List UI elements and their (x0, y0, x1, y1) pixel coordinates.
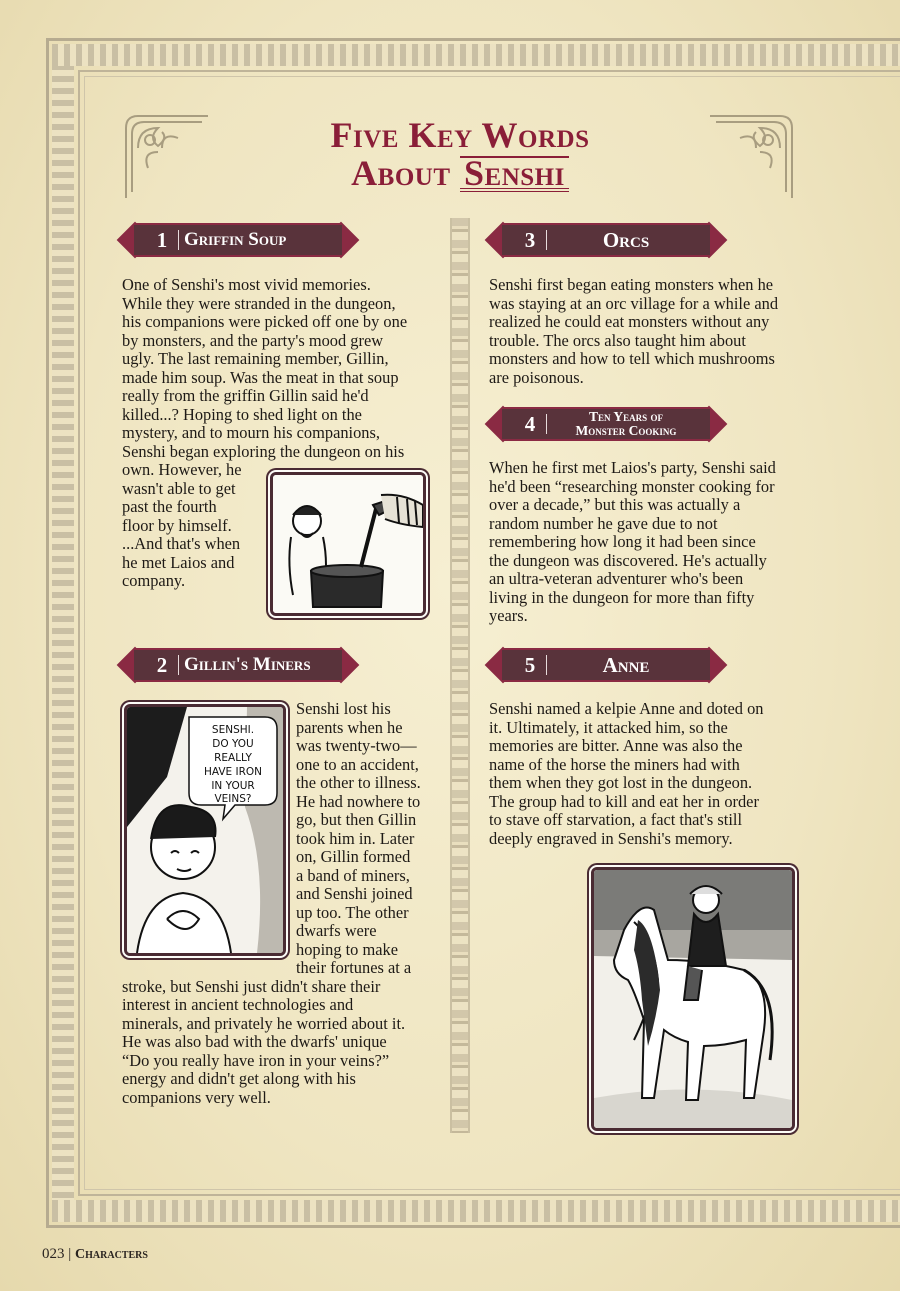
section-label: Anne (602, 653, 650, 677)
text-line: killed...? Hoping to shed light on the (122, 404, 362, 424)
text-line: trouble. The orcs also taught him about (489, 330, 746, 350)
section-4-header (488, 405, 724, 443)
column-divider (450, 218, 470, 1133)
bubble-line: IN YOUR (211, 780, 255, 792)
text-line: to stave off starvation, a fact that's still (489, 810, 742, 829)
text-line: the other to illness. (296, 773, 421, 792)
text-line: random number he gave due to not (489, 513, 718, 533)
section-2-text-side (296, 700, 446, 978)
text-line: was staying at an orc village for a while and (489, 293, 779, 313)
text-line: energy and didn't get along with his (122, 1069, 356, 1088)
section-number: 4 (524, 412, 536, 436)
section-1-header (120, 221, 356, 259)
text-line: Senshi began exploring the dungeon on his (122, 441, 405, 461)
section-number: 3 (524, 228, 536, 252)
text-line: an ultra-veteran adventurer who's been (489, 569, 744, 588)
manga-panel-gillins-miners (124, 704, 286, 956)
section-label: Griffin Soup (184, 229, 287, 250)
text-line: “Do you really have iron in your veins?” (122, 1050, 390, 1070)
text-line: wasn't able to get (122, 478, 236, 498)
manga-panel-anne (591, 867, 795, 1131)
text-line: remembering how long it had been since (489, 532, 756, 551)
text-line: he met Laios and (122, 552, 235, 572)
page-footer (42, 1246, 148, 1263)
text-line: parents when he (296, 717, 403, 737)
bubble-line: SENSHI. (211, 724, 255, 736)
text-line: took him in. Later (296, 828, 415, 848)
section-number: 1 (156, 228, 168, 252)
text-line: was twenty-two— (296, 736, 417, 755)
text-line: He had nowhere to (296, 791, 421, 811)
text-line: realized he could eat monsters without any (489, 312, 770, 331)
footer-separator: | (68, 1246, 76, 1262)
text-line: minerals, and privately he worried about it. (122, 1013, 406, 1033)
text-line: up too. The other (296, 902, 409, 922)
young-senshi-illustration (127, 707, 283, 953)
text-line: companions very well. (122, 1087, 271, 1107)
text-line: hoping to make (296, 939, 398, 959)
page-number: 023 (42, 1246, 65, 1262)
text-line: one to an accident, (296, 754, 419, 774)
text-line: monsters and how to tell which mushrooms (489, 349, 775, 368)
text-line: While they were stranded in the dungeon, (122, 293, 396, 313)
text-line: ...And that's when (122, 534, 241, 553)
section-label: Gillin's Miners (184, 654, 311, 675)
text-line: When he first met Laios's party, Senshi said (489, 458, 776, 477)
text-line: dwarfs were (296, 921, 377, 940)
footer-section: Characters (75, 1247, 148, 1262)
section-2-text-bottom (122, 978, 452, 1108)
text-line: Senshi lost his (296, 699, 391, 718)
text-line: it. Ultimately, it attacked him, so the (489, 717, 728, 737)
title-prefix: About (351, 153, 460, 193)
text-line: really from the griffin Gillin said he'd (122, 386, 369, 405)
section-3-text (489, 276, 819, 387)
text-line: the dungeon was discovered. He's actually (489, 550, 767, 570)
text-line: past the fourth (122, 497, 217, 516)
text-line: over a decade,” but this was actually a (489, 495, 741, 514)
section-number: 2 (156, 653, 168, 677)
bubble-line: VEINS? (214, 793, 252, 805)
text-line: He was also bad with the dwarfs' unique (122, 1032, 387, 1051)
section-label-line-1: Ten Years of (588, 409, 663, 424)
section-number: 5 (524, 653, 536, 677)
text-line: go, but then Gillin (296, 810, 417, 829)
text-line: years. (489, 606, 528, 625)
text-line: a band of miners, (296, 865, 410, 885)
section-label (552, 410, 700, 444)
text-line: floor by himself. (122, 515, 232, 535)
text-line: One of Senshi's most vivid memories. (122, 275, 371, 294)
title-name: Senshi (460, 156, 569, 192)
text-line: Senshi named a kelpie Anne and doted on (489, 699, 764, 718)
section-3-header (488, 221, 724, 259)
title-line-1: Five Key Words (330, 115, 590, 155)
bubble-line: REALLY (214, 752, 252, 764)
section-4-text (489, 459, 819, 626)
text-line: memories are bitter. Anne was also the (489, 736, 743, 755)
section-2-header (120, 646, 356, 684)
text-line: are poisonous. (489, 367, 584, 387)
text-line: company. (122, 571, 186, 590)
text-line: he'd been “researching monster cooking for (489, 476, 775, 496)
section-5-text (489, 700, 819, 848)
page-title (200, 116, 720, 192)
title-line-2 (200, 154, 720, 192)
manga-panel-griffin-soup (270, 472, 426, 616)
text-line: made him soup. Was the meat in that soup (122, 367, 399, 387)
section-label-line-2: Monster Cooking (575, 423, 677, 438)
kelpie-horse-illustration (594, 870, 792, 1128)
text-line: his companions were picked off one by one (122, 312, 408, 331)
text-line: mystery, and to mourn his companions, (122, 423, 380, 442)
text-line: them when they got lost in the dungeon. (489, 773, 753, 792)
text-line: on, Gillin formed (296, 847, 411, 866)
text-line: by monsters, and the party's mood grew (122, 330, 384, 350)
section-label: Orcs (602, 228, 650, 252)
text-line: Senshi first began eating monsters when he (489, 275, 774, 294)
soup-pot-illustration (273, 475, 423, 613)
bubble-line: HAVE IRON (203, 766, 263, 778)
text-line: deeply engraved in Senshi's memory. (489, 828, 733, 848)
text-line: interest in ancient technologies and (122, 995, 354, 1014)
section-5-header (488, 646, 724, 684)
text-line: their fortunes at a (296, 958, 412, 977)
text-line: name of the horse the miners had with (489, 754, 740, 774)
text-line: and Senshi joined (296, 884, 413, 903)
text-line: living in the dungeon for more than fifty (489, 587, 755, 607)
text-line: stroke, but Senshi just didn't share their (122, 976, 381, 996)
text-line: The group had to kill and eat her in order (489, 791, 759, 811)
text-line: ugly. The last remaining member, Gillin, (122, 349, 389, 368)
text-line: own. However, he (122, 460, 242, 479)
bubble-line: DO YOU (212, 738, 254, 750)
